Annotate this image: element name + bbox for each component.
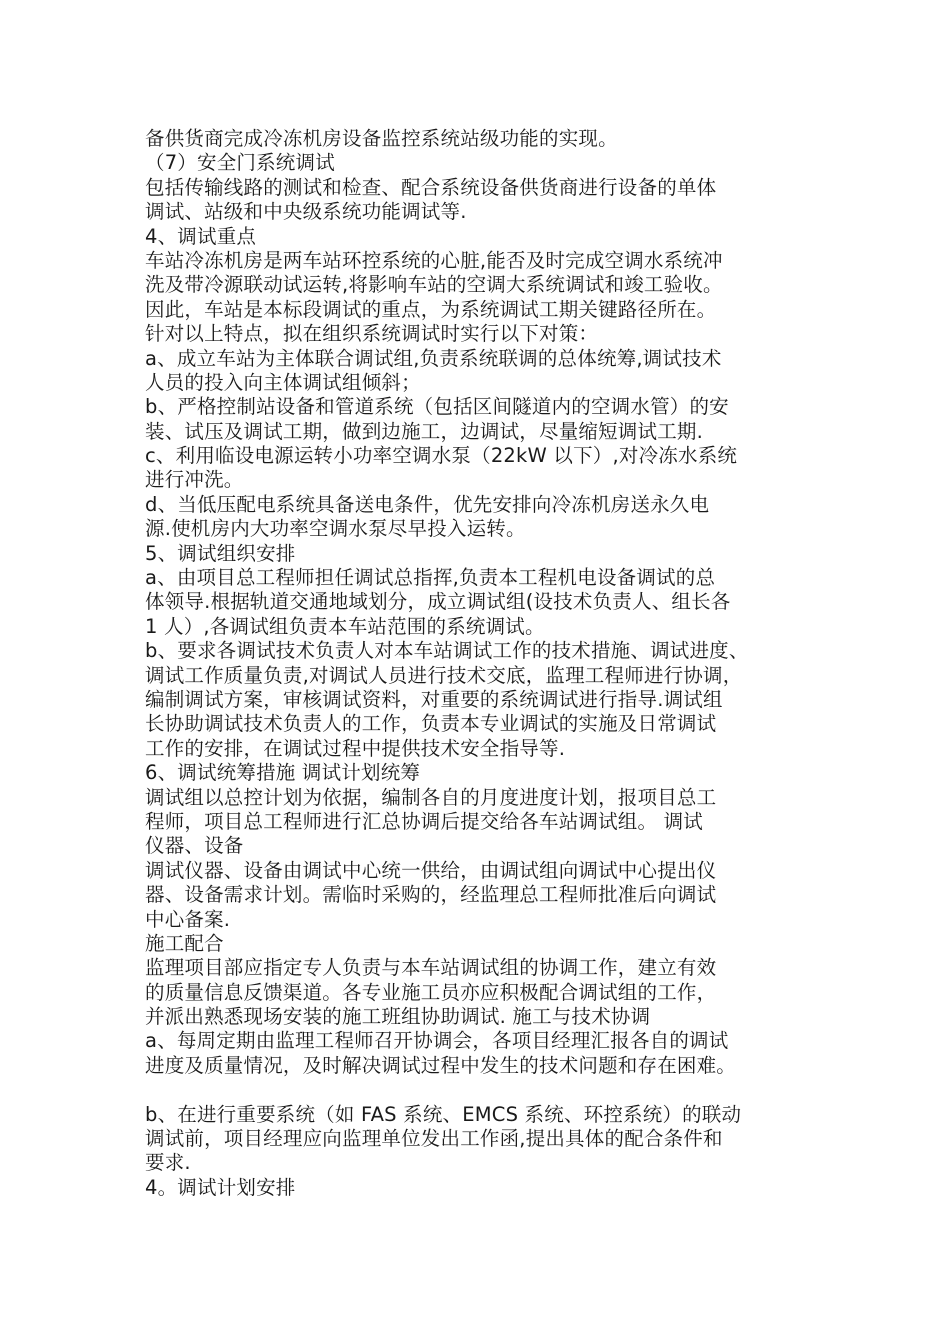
list-item: b、要求各调试技术负责人对本车站调试工作的技术措施、调试进度、 <box>145 639 749 663</box>
text-line: 针对以上特点，拟在组织系统调试时实行以下对策： <box>145 322 599 346</box>
text-line: 中心备案. <box>145 907 231 931</box>
text-line: 调试仪器、设备由调试中心统一供给，由调试组向调试中心提出仪 <box>145 858 717 882</box>
text-line: 工作的安排，在调试过程中提供技术安全指导等. <box>145 736 566 760</box>
list-item: c、利用临设电源运转小功率空调水泵（22kW 以下）,对冷冻水系统 <box>145 444 738 468</box>
document-body <box>145 127 825 1200</box>
section-heading: 4、调试重点 <box>145 224 257 248</box>
text-line: 因此，车站是本标段调试的重点，为系统调试工期关键路径所在。 <box>145 297 717 321</box>
text-line: 人员的投入向主体调试组倾斜； <box>145 370 421 394</box>
text-line: 调试前，项目经理应向监理单位发出工作函,提出具体的配合条件和 <box>145 1127 723 1151</box>
list-item: d、当低压配电系统具备送电条件，优先安排向冷冻机房送永久电 <box>145 492 710 516</box>
text-line: 要求. <box>145 1151 191 1175</box>
list-item: a、成立车站为主体联合调试组,负责系统联调的总体统筹,调试技术 <box>145 346 722 370</box>
text-line: 程师，项目总工程师进行汇总协调后提交给各车站调试组。 调试 <box>145 809 703 833</box>
text-line: 调试、站级和中央级系统功能调试等. <box>145 200 467 224</box>
text-line: 器、设备需求计划。需临时采购的，经监理总工程师批准后向调试 <box>145 883 717 907</box>
text-line: 包括传输线路的测试和检查、配合系统设备供货商进行设备的单体 <box>145 175 717 199</box>
section-heading: 施工配合 <box>145 931 224 955</box>
text-line: 进度及质量情况，及时解决调试过程中发生的技术问题和存在困难。 <box>145 1053 737 1077</box>
text-line: 源.使机房内大功率空调水泵尽早投入运转。 <box>145 517 526 541</box>
text-line: 调试工作质量负责,对调试人员进行技术交底，监理工程师进行协调， <box>145 663 743 687</box>
blank-line <box>145 1078 825 1102</box>
text-line: 备供货商完成冷冻机房设备监控系统站级功能的实现。 <box>145 127 618 150</box>
text-line: 1 人）,各调试组负责本车站范围的系统调试。 <box>145 614 545 638</box>
text-line: 车站冷冻机房是两车站环控系统的心脏,能否及时完成空调水系统冲 <box>145 248 723 272</box>
text-line: 仪器、设备 <box>145 834 244 858</box>
section-heading: 6、调试统筹措施 调试计划统筹 <box>145 761 421 785</box>
list-item: a、每周定期由监理工程师召开协调会，各项目经理汇报各自的调试 <box>145 1029 729 1053</box>
text-line: 长协助调试技术负责人的工作，负责本专业调试的实施及日常调试 <box>145 712 717 736</box>
text-line: 编制调试方案，审核调试资料，对重要的系统调试进行指导.调试组 <box>145 687 723 711</box>
text-line: 并派出熟悉现场安装的施工班组协助调试. 施工与技术协调 <box>145 1005 651 1029</box>
text-line: 进行冲洗。 <box>145 468 244 492</box>
list-item: a、由项目总工程师担任调试总指挥,负责本工程机电设备调试的总 <box>145 566 716 590</box>
text-line: 的质量信息反馈渠道。各专业施工员亦应积极配合调试组的工作， <box>145 980 717 1004</box>
list-item: b、在进行重要系统（如 FAS 系统、EMCS 系统、环控系统）的联动 <box>145 1102 742 1126</box>
section-heading: 4。调试计划安排 <box>145 1175 296 1199</box>
text-line: 装、试压及调试工期，做到边施工，边调试，尽量缩短调试工期. <box>145 419 703 443</box>
text-line: 体领导.根据轨道交通地域划分，成立调试组(设技术负责人、组长各 <box>145 590 731 614</box>
text-line: 监理项目部应指定专人负责与本车站调试组的协调工作，建立有效 <box>145 956 717 980</box>
list-item: b、严格控制站设备和管道系统（包括区间隧道内的空调水管）的安 <box>145 395 729 419</box>
section-heading: （7）安全门系统调试 <box>145 151 335 175</box>
section-heading: 5、调试组织安排 <box>145 541 296 565</box>
text-line: 调试组以总控计划为依据，编制各自的月度进度计划，报项目总工 <box>145 785 717 809</box>
text-line: 洗及带冷源联动试运转,将影响车站的空调大系统调试和竣工验收。 <box>145 273 723 297</box>
